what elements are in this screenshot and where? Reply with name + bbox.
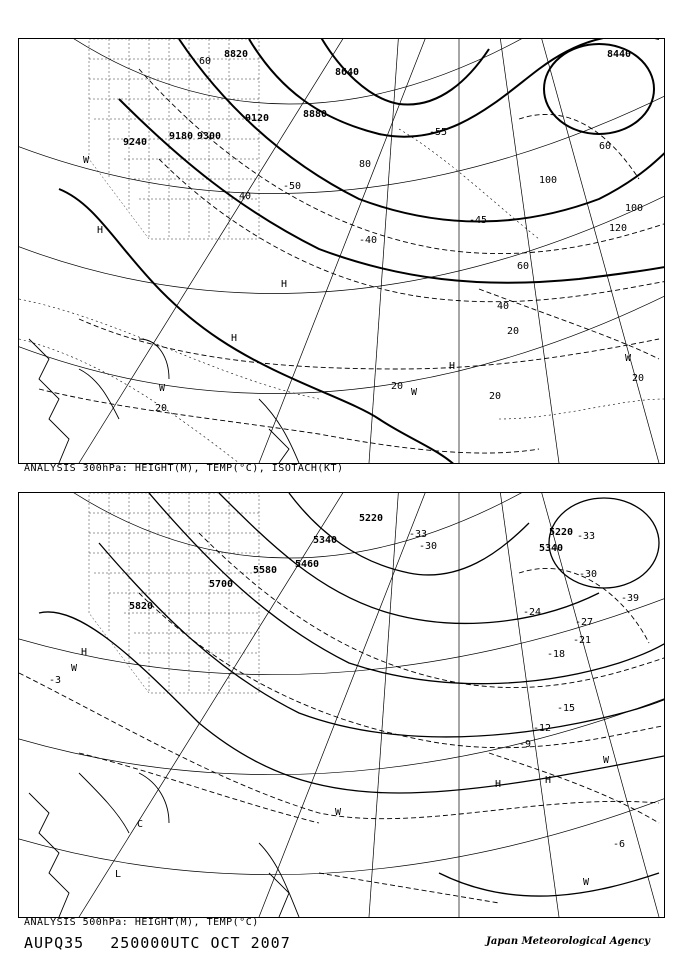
isotach-label: 40 xyxy=(497,301,510,312)
temp-label: -3 xyxy=(49,675,62,686)
temp-label: -24 xyxy=(523,607,542,618)
cold-mark: C xyxy=(137,819,144,830)
warm-mark: W xyxy=(411,387,418,398)
temp-label: -18 xyxy=(547,649,566,660)
map-panel-500hpa xyxy=(18,492,665,918)
height-label: 9180 xyxy=(169,131,194,142)
coastline xyxy=(29,339,299,463)
upper-high-low-marks xyxy=(83,155,632,398)
height-label: 8640 xyxy=(335,67,360,78)
isotach-label: 120 xyxy=(609,223,628,234)
chart-timestamp: 250000UTC OCT 2007 xyxy=(110,934,291,952)
isotach-label: 20 xyxy=(489,391,502,402)
agency-name: Japan Meteorological Agency xyxy=(486,936,650,947)
high-mark: H xyxy=(281,279,288,290)
warm-mark: W xyxy=(583,877,590,888)
height-label: 5340 xyxy=(539,543,564,554)
lower-temp-labels xyxy=(49,529,639,850)
height-contours xyxy=(39,493,664,896)
temp-label: -55 xyxy=(429,127,448,138)
height-label: 8820 xyxy=(224,49,249,60)
map-300hpa-canvas xyxy=(19,39,664,463)
height-label: 5580 xyxy=(253,565,278,576)
isotach-label: 20 xyxy=(391,381,404,392)
height-label: 5220 xyxy=(359,513,384,524)
temp-label: -27 xyxy=(575,617,594,628)
height-label: 5700 xyxy=(209,579,234,590)
height-label: 9120 xyxy=(245,113,270,124)
height-label: 5820 xyxy=(129,601,154,612)
temp-label: -33 xyxy=(577,531,596,542)
high-mark: H xyxy=(545,775,552,786)
temp-label: -12 xyxy=(533,723,552,734)
caption-300hpa: ANALYSIS 300hPa: HEIGHT(M), TEMP(°C), ISOTACH(KT) xyxy=(24,463,344,474)
chart-id: AUPQ35 xyxy=(24,934,85,952)
terrain-grid xyxy=(89,493,259,693)
map-panel-300hpa xyxy=(18,38,665,464)
temp-label: -33 xyxy=(409,529,428,540)
height-label: 5220 xyxy=(549,527,574,538)
warm-mark: W xyxy=(335,807,342,818)
high-mark: H xyxy=(97,225,104,236)
isotach-label: 100 xyxy=(625,203,644,214)
temp-label: -30 xyxy=(579,569,598,580)
high-mark: H xyxy=(81,647,88,658)
isotach-label: 40 xyxy=(239,191,252,202)
upper-isotach-labels xyxy=(155,56,644,414)
height-contours xyxy=(59,39,664,463)
low-mark: L xyxy=(115,869,122,880)
temp-label: -39 xyxy=(621,593,640,604)
height-label: 8880 xyxy=(303,109,328,120)
map-500hpa-canvas xyxy=(19,493,664,917)
temp-label: -9 xyxy=(519,739,532,750)
temp-label: -21 xyxy=(573,635,592,646)
high-mark: H xyxy=(449,361,456,372)
height-label: 5460 xyxy=(295,559,320,570)
isotach-label: 100 xyxy=(539,175,558,186)
warm-mark: W xyxy=(625,353,632,364)
temp-label: -45 xyxy=(469,215,488,226)
chart-identifier xyxy=(24,934,317,952)
isotach-label: 60 xyxy=(599,141,612,152)
height-label: 9300 xyxy=(197,131,222,142)
temperature-contours xyxy=(19,533,664,903)
isotach-label: 60 xyxy=(199,56,212,67)
height-label: 9240 xyxy=(123,137,148,148)
lower-high-low-marks xyxy=(71,647,610,888)
warm-mark: W xyxy=(603,755,610,766)
isotach-label: 20 xyxy=(155,403,168,414)
lower-height-labels xyxy=(129,513,573,612)
caption-500hpa: ANALYSIS 500hPa: HEIGHT(M), TEMP(°C) xyxy=(24,917,259,928)
height-label: 5340 xyxy=(313,535,338,546)
temp-label: -15 xyxy=(557,703,576,714)
isotach-label: 20 xyxy=(632,373,645,384)
temp-label: -6 xyxy=(613,839,626,850)
height-label: 8440 xyxy=(607,49,632,60)
temp-label: -30 xyxy=(419,541,438,552)
high-mark: H xyxy=(231,333,238,344)
isotach-label: 60 xyxy=(517,261,530,272)
temp-label: -40 xyxy=(359,235,378,246)
warm-mark: W xyxy=(83,155,90,166)
warm-mark: W xyxy=(71,663,78,674)
temp-label: -50 xyxy=(283,181,302,192)
isotach-label: 20 xyxy=(507,326,520,337)
coastline xyxy=(29,773,299,917)
isotach-label: 80 xyxy=(359,159,372,170)
warm-mark: W xyxy=(159,383,166,394)
high-mark: H xyxy=(495,779,502,790)
